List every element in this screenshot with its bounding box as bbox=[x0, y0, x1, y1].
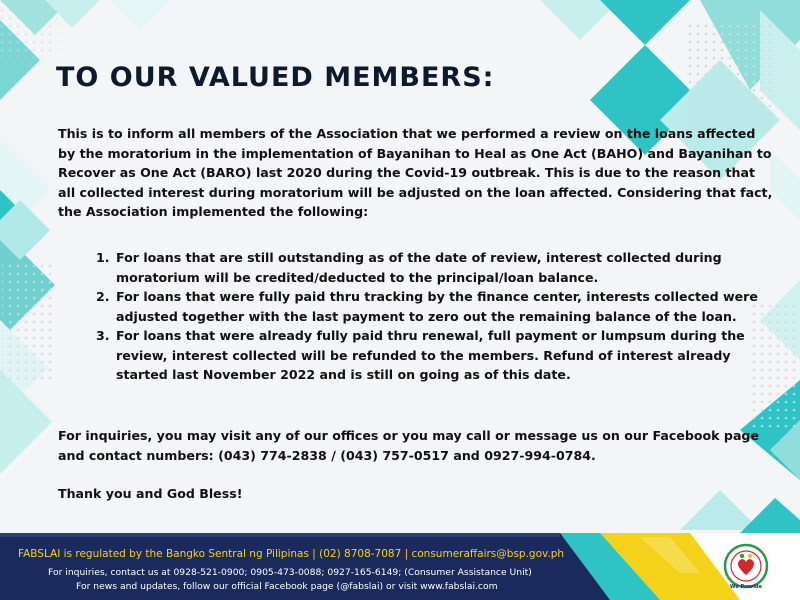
list-item-number: 1. bbox=[96, 250, 110, 265]
list-item bbox=[96, 326, 768, 385]
intro-paragraph: This is to inform all members of the Association that we performed a review on the loans affected by the moratorium in the implementation of Bayanihan to Heal as One Act (BAHO) and Bayanihan to Recover as One Act (BARO) last 2020 during the Covid-19 outbreak. This is due to the reason that all collected interest during moratorium will be adjusted on the loan affected. Considering that fact, the Association implemented the following: bbox=[58, 126, 773, 219]
list-item-number: 3. bbox=[96, 328, 110, 343]
list-item bbox=[96, 248, 768, 287]
list-item-text: For loans that were already fully paid thru renewal, full payment or lumpsum during the review, interest collected will be refunded to the members. Refund of interest already started last November 2022 and is still on going as of this date. bbox=[116, 328, 745, 382]
left-diamonds bbox=[0, 140, 55, 474]
closing-line: Thank you and God Bless! bbox=[58, 486, 243, 501]
footer-social-line: For news and updates, follow our official Facebook page (@fabslai) or visit www.fabslai.com bbox=[76, 581, 498, 592]
list-item-number: 2. bbox=[96, 289, 110, 304]
list-item-text: For loans that were fully paid thru tracking by the finance center, interests collected were adjusted together with the last payment to zero out the remaining balance of the loan. bbox=[116, 289, 758, 324]
list-item bbox=[96, 287, 768, 326]
page-title: TO OUR VALUED MEMBERS: bbox=[56, 62, 495, 93]
inquiries-paragraph: For inquiries, you may visit any of our offices or you may call or message us on our Facebook page and contact numbers: (043) 774-2838 / (043) 757-0517 and 0927-994-0784. bbox=[58, 428, 759, 463]
footer-regulator-line: FABSLAI is regulated by the Bangko Sentral ng Pilipinas | (02) 8708-7087 | consumeraffairs@bsp.gov.ph bbox=[18, 548, 565, 560]
list-item-text: For loans that are still outstanding as of the date of review, interest collected during moratorium will be credited/deducted to the principal/loan balance. bbox=[116, 250, 722, 285]
measures-list bbox=[96, 248, 768, 385]
footer-contact-line: For inquiries, contact us at 0928-521-0900; 0905-473-0088; 0927-165-6149; (Consumer Assistance Unit) bbox=[48, 567, 532, 578]
footer-bar bbox=[0, 533, 800, 600]
logo-caption: We Provide bbox=[730, 584, 762, 590]
